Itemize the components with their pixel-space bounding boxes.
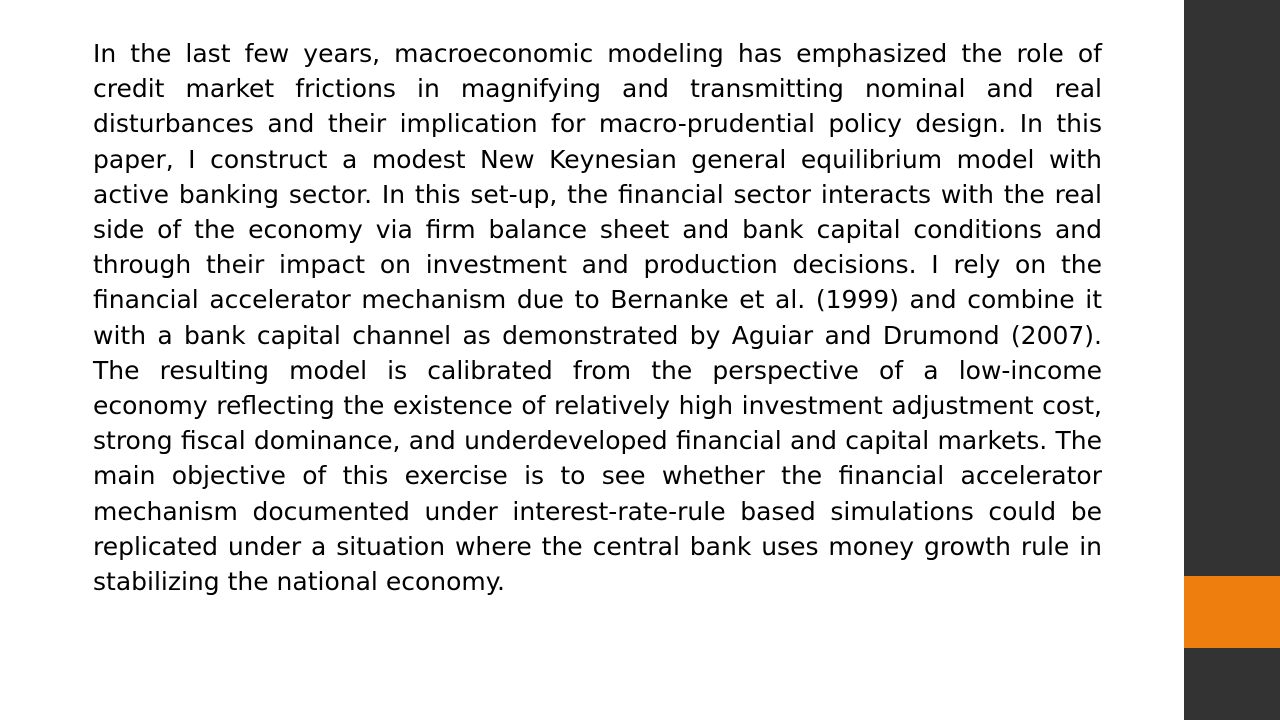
sidebar-accent-block [1184, 576, 1280, 648]
slide-body-text: In the last few years, macroeconomic modeling has emphasized the role of credit market frictions in magnifying and transmitting nominal and real disturbances and their implication for macro-prudential policy design. In this paper, I construct a modest New Keynesian general equilibrium model with active banking sector. In this set-up, the financial sector interacts with the real side of the economy via firm balance sheet and bank capital conditions and through their impact on investment and production decisions. I rely on the financial accelerator mechanism due to Bernanke et al. (1999) and combine it with a bank capital channel as demonstrated by Aguiar and Drumond (2007). The resulting model is calibrated from the perspective of a low-income economy reflecting the existence of relatively high investment adjustment cost, strong fiscal dominance, and underdeveloped financial and capital markets. The main objective of this exercise is to see whether the financial accelerator mechanism documented under interest-rate-rule based simulations could be replicated under a situation where the central bank uses money growth rule in stabilizing the national economy. [93, 39, 1102, 597]
